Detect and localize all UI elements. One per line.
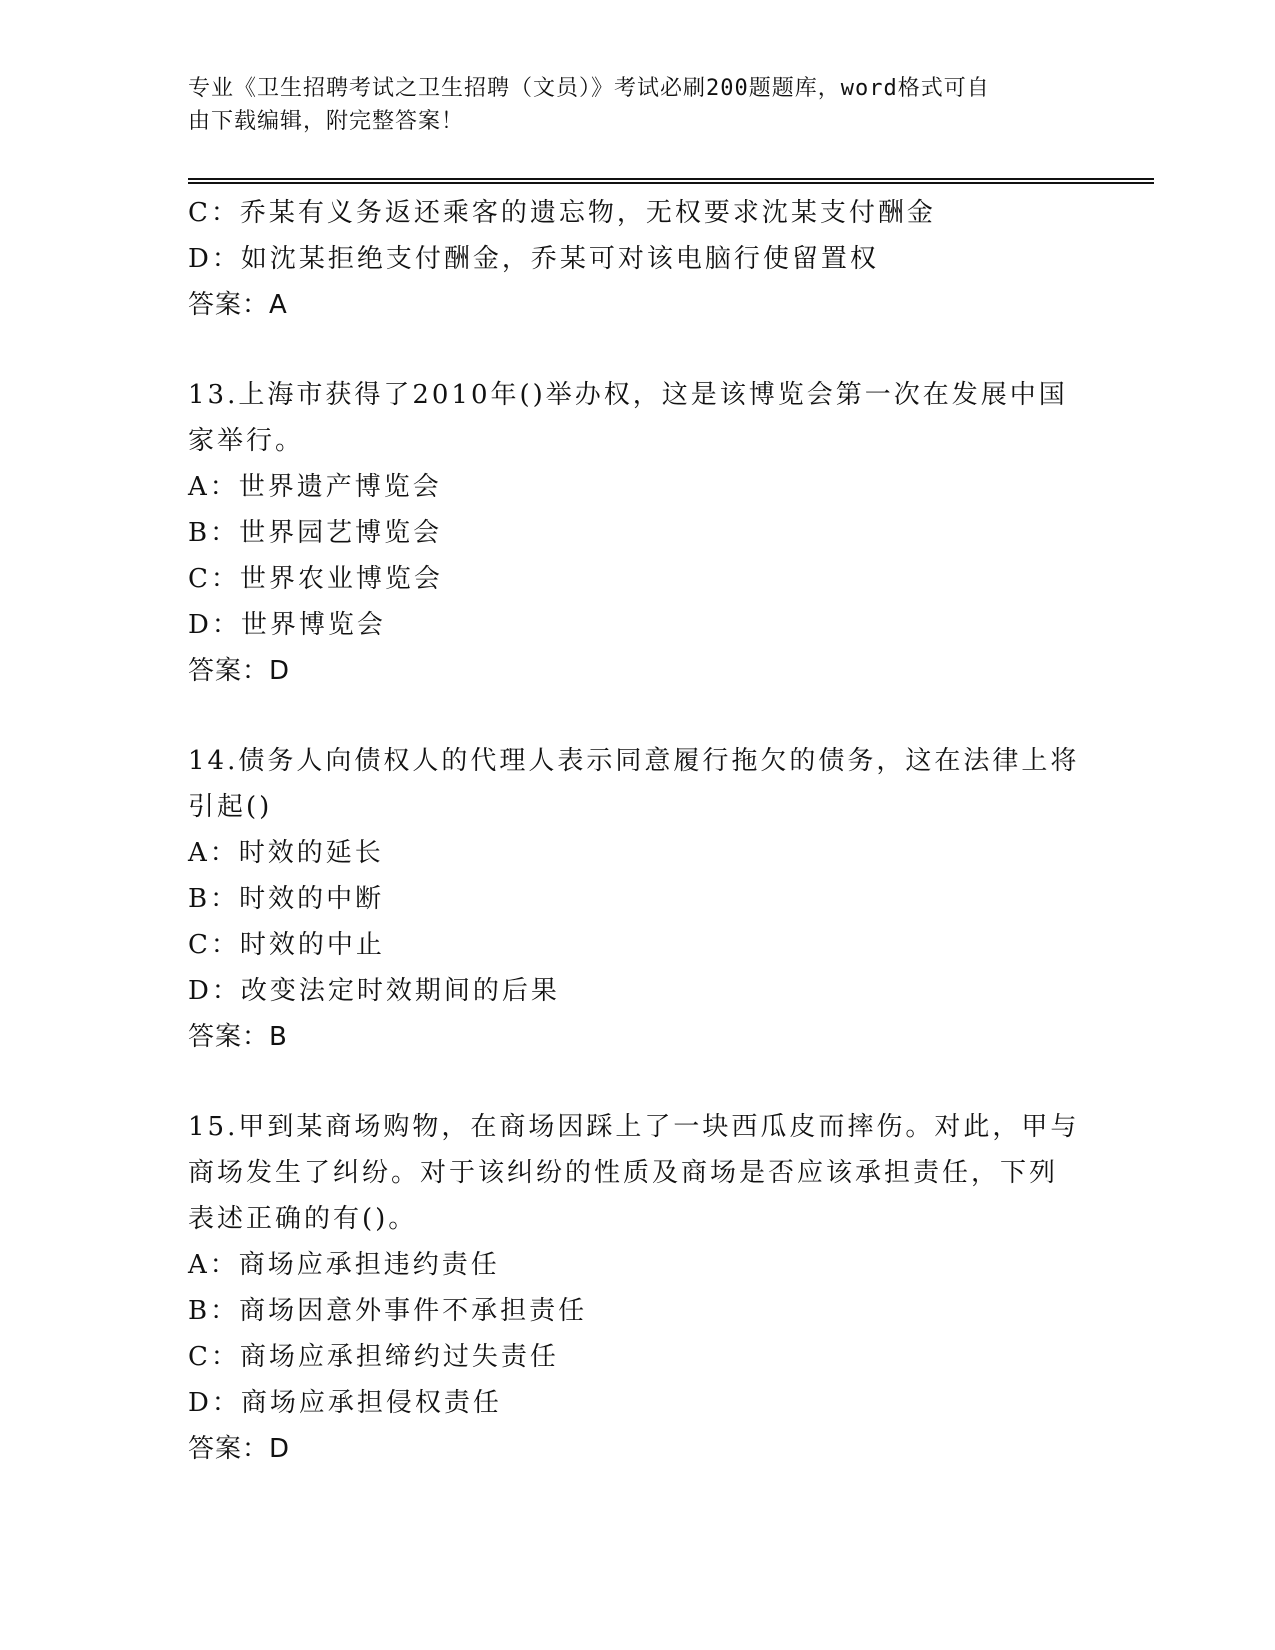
option-a: A：时效的延长 (188, 838, 384, 868)
question-text-line: 家举行。 (188, 426, 305, 456)
option-c: C：乔某有义务返还乘客的遗忘物，无权要求沈某支付酬金 (188, 198, 936, 228)
header-divider (188, 178, 1154, 184)
header-line-2: 由下载编辑，附完整答案！ (188, 109, 465, 134)
option-d: D：商场应承担侵权责任 (188, 1388, 502, 1418)
document-header (188, 72, 1088, 138)
question-15 (188, 1104, 1088, 1472)
option-c: C：时效的中止 (188, 930, 385, 960)
question-12-tail (188, 190, 1088, 328)
option-c: C：世界农业博览会 (188, 564, 443, 594)
option-d: D：如沈某拒绝支付酬金，乔某可对该电脑行使留置权 (188, 244, 879, 274)
spacer (188, 694, 1088, 738)
option-a: A：世界遗产博览会 (188, 472, 442, 502)
header-line-1: 专业《卫生招聘考试之卫生招聘（文员）》考试必刷200题题库，word格式可自 (188, 76, 990, 101)
question-text-line: 13.上海市获得了2010年()举办权，这是该博览会第一次在发展中国 (188, 380, 1068, 410)
question-text-line: 引起() (188, 792, 273, 822)
answer: 答案：D (188, 1434, 291, 1464)
answer: 答案：D (188, 656, 291, 686)
option-a: A：商场应承担违约责任 (188, 1250, 500, 1280)
option-d: D：世界博览会 (188, 610, 386, 640)
option-d: D：改变法定时效期间的后果 (188, 976, 560, 1006)
question-text-line: 15.甲到某商场购物，在商场因踩上了一块西瓜皮而摔伤。对此，甲与 (188, 1112, 1080, 1142)
question-list (188, 190, 1088, 1472)
answer: 答案：A (188, 290, 288, 320)
spacer (188, 328, 1088, 372)
option-b: B：世界园艺博览会 (188, 518, 443, 548)
question-text-line: 商场发生了纠纷。对于该纠纷的性质及商场是否应该承担责任，下列 (188, 1158, 1059, 1188)
question-13 (188, 372, 1088, 694)
question-text-line: 14.债务人向债权人的代理人表示同意履行拖欠的债务，这在法律上将 (188, 746, 1080, 776)
question-text-line: 表述正确的有()。 (188, 1204, 418, 1234)
question-14 (188, 738, 1088, 1060)
option-c: C：商场应承担缔约过失责任 (188, 1342, 559, 1372)
option-b: B：商场因意外事件不承担责任 (188, 1296, 588, 1326)
option-b: B：时效的中断 (188, 884, 385, 914)
spacer (188, 1060, 1088, 1104)
answer: 答案：B (188, 1022, 288, 1052)
